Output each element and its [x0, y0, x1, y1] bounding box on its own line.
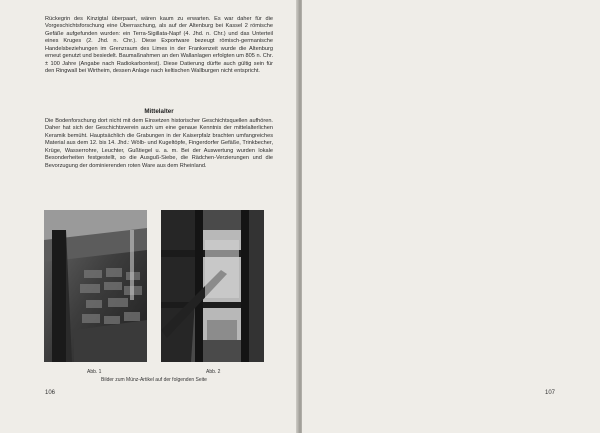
left-page [0, 0, 298, 433]
photo-caption-line: Bilder zum Münz-Artikel auf der folgenden Seite [101, 377, 207, 383]
medieval-text: Die Bodenforschung dort nicht mit dem Einsetzen historischer Geschichtsquellen aufhören. Daher hat sich der Geschichtsverein auch um eine genaue Kenntnis der mittelalterlichen Keramik bemüht. Hauptsächlich die Grabungen in der Kaiserpfalz brachten umfangreiches Material aus dem 12. bis 14. Jhd.: Wölb- und Kugeltöpfe, Fingerdorfer Gefäße, Trinkbecher, Krüge, Wasserrohre, Leuchter, Gußtiegel u. a. m. Bei der Auswertung wurden lokale Besonderheiten festgestellt, so die Ausguß-Siebe, die Rädchen-Verzierungen und die Bevorzugung der dominierenden roten Ware aus dem Rheinland. [45, 118, 273, 169]
medieval-paragraph [45, 118, 273, 170]
caption-abb-2: Abb. 2 [206, 369, 221, 375]
intro-text: Rückegrin des Kinzigtal überpaart, wären kaum zu erwarten. Es war daher für die Vorgeschichtsforschung eine Überraschung, als auf der Altenburg bei Kassel 2 römische Gefäße aufgefunden wurden: ein Terra-Sigillata-Napf (4. Jhd. n. Chr.) und das Unterteil eines Kruges (2. Jhd. n. Chr.). Diese Exportware bezeugt römisch-germanische Handelsbeziehungen im Grenzraum des Limes in der Frankenzeit wurde die Altenburg erneut genutzt und besiedelt. Baumaßnahmen an den Wallanlagen erfolgten um 805 n. Chr. ± 100 Jahre (Angabe nach Radiokarbontest). Diese Datierung dürfte auch gültig sein für den Ringwall bei Wirtheim, dessen Anlage nach keltischen Wallburgen nicht entspricht. [45, 16, 273, 75]
page-number-left: 106 [45, 390, 56, 396]
section-heading-mittelalter: Mittelalter [144, 108, 174, 115]
page-number-right: 107 [544, 390, 555, 396]
photo-abb-1 [44, 210, 147, 362]
photo-abb-2 [161, 210, 264, 362]
photo-abb-1-image [44, 210, 147, 362]
caption-abb-1: Abb. 1 [87, 369, 102, 375]
right-page [302, 0, 600, 433]
intro-paragraph [45, 16, 273, 76]
photo-abb-2-image [161, 210, 264, 362]
